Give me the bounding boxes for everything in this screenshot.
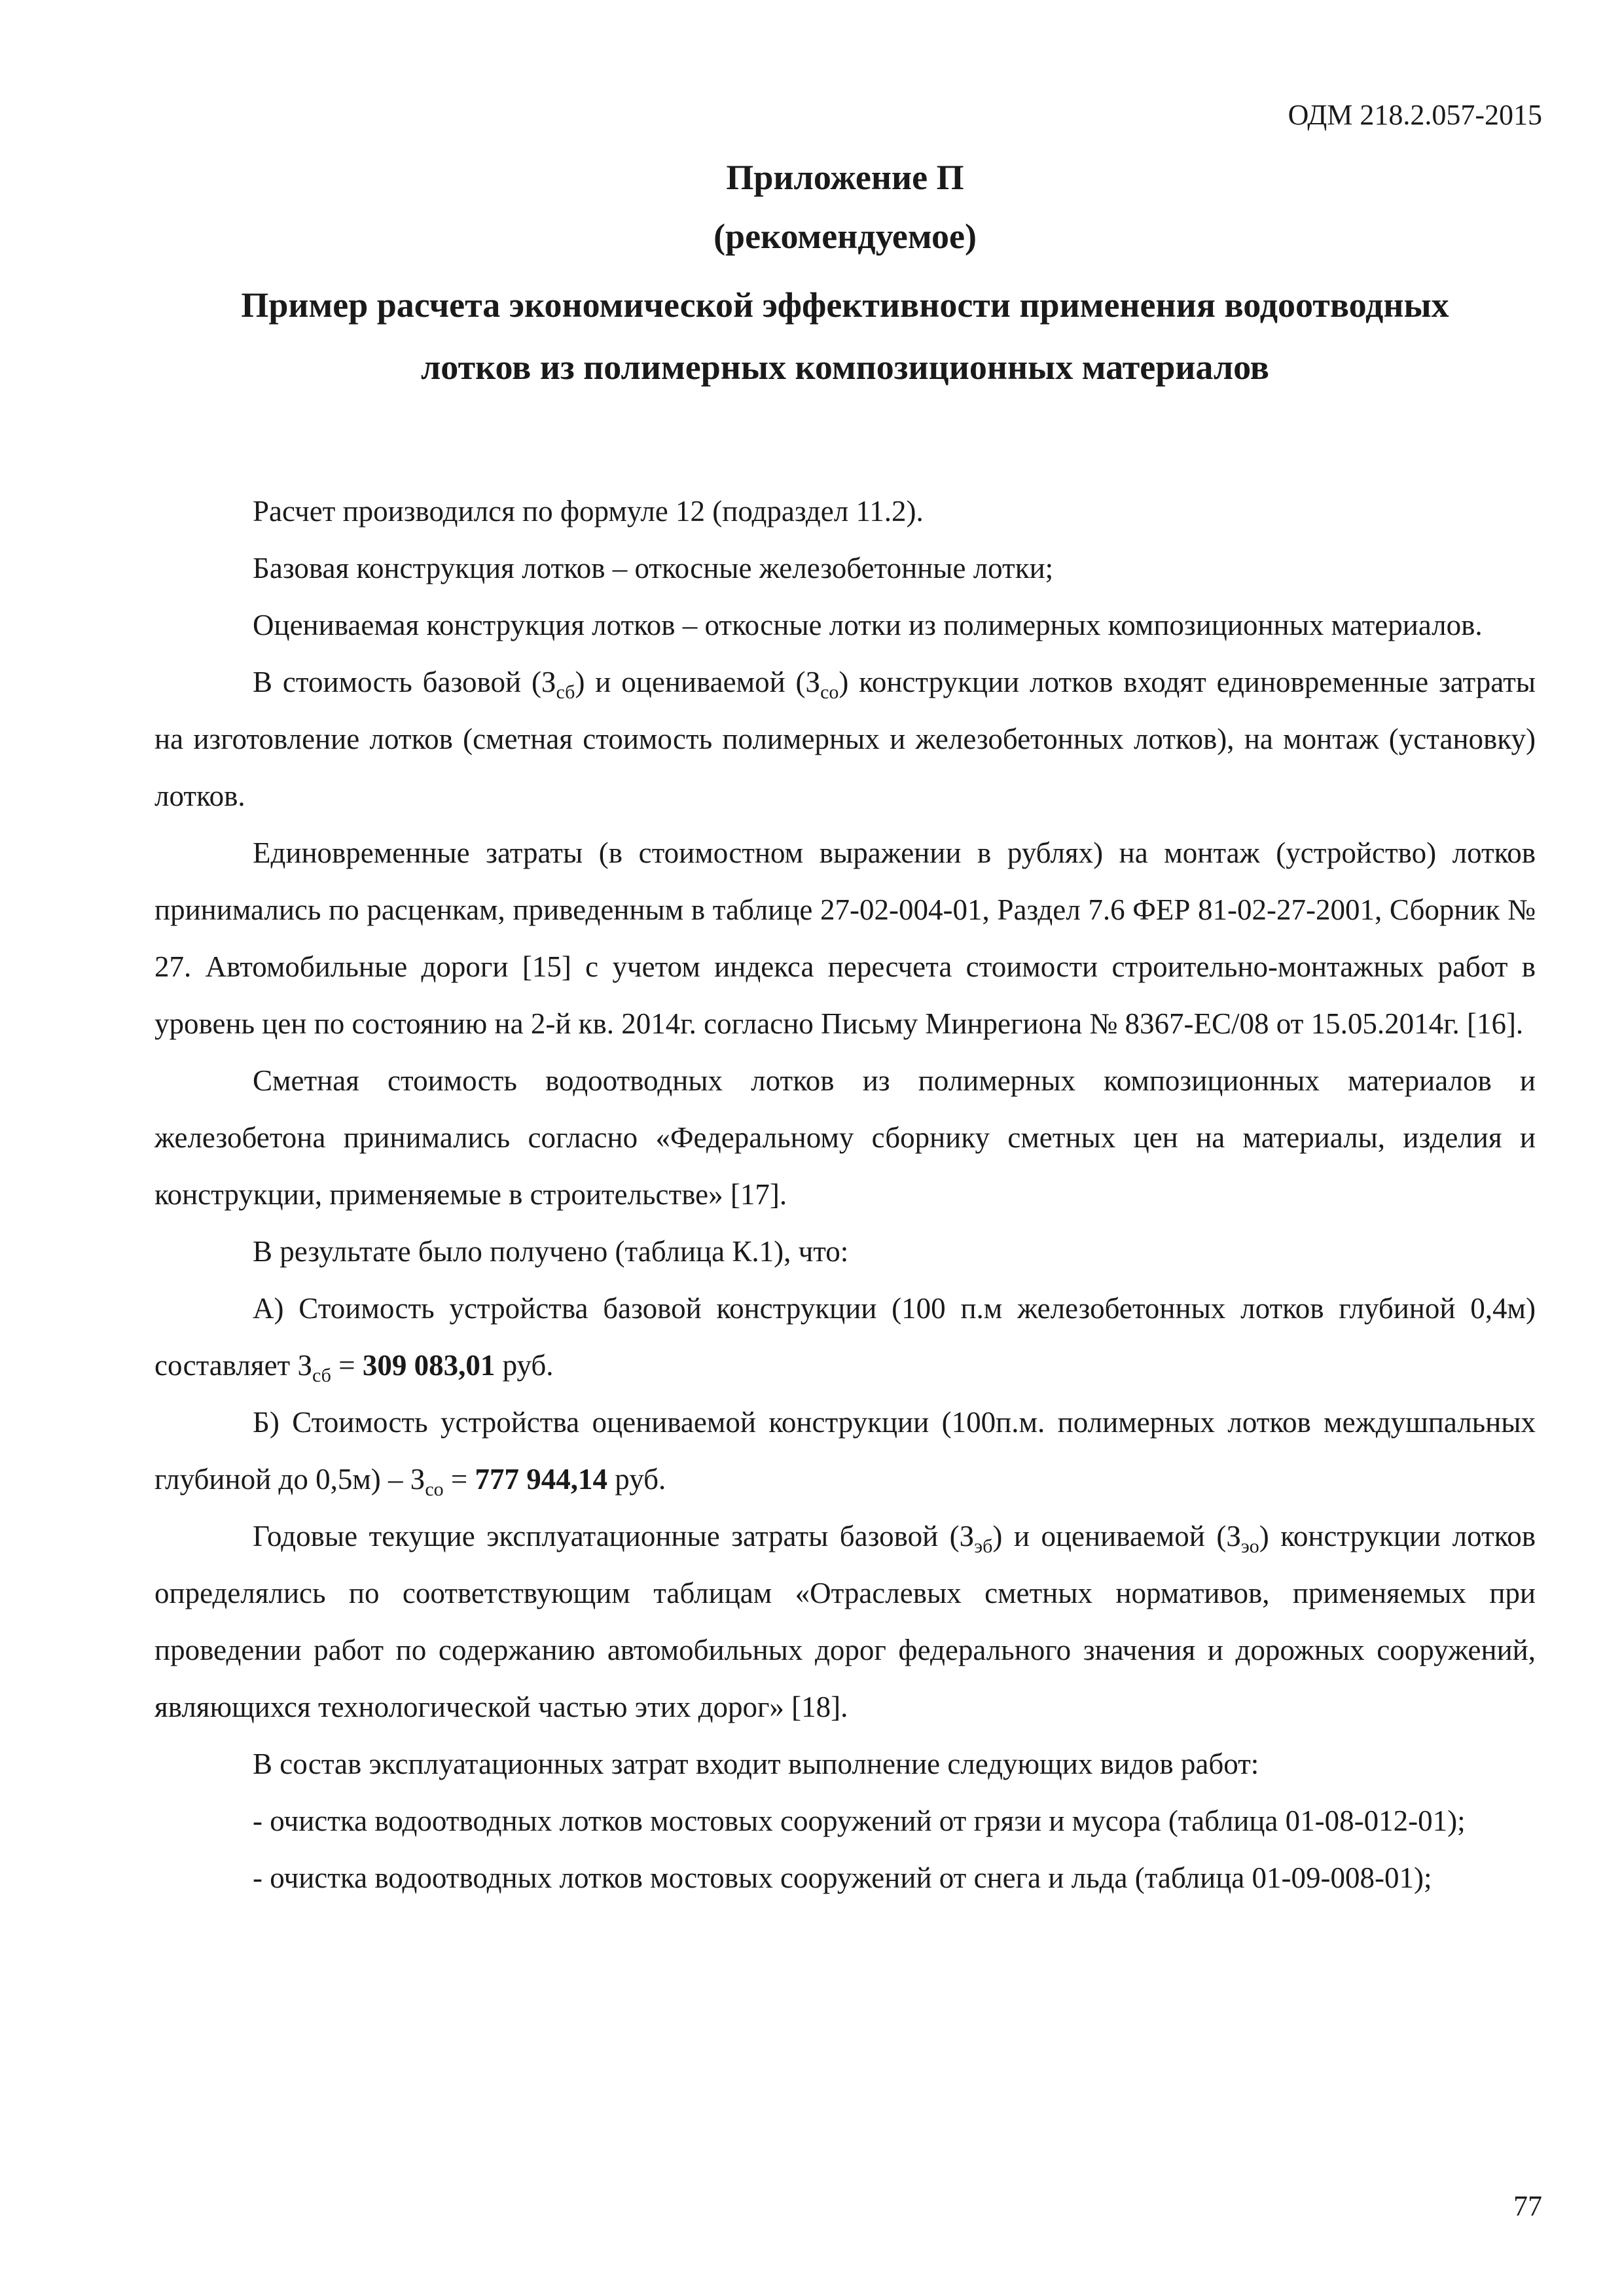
page-number: 77 (1513, 2190, 1542, 2222)
appendix-heading-line-2: лотков из полимерных композиционных материалов (421, 348, 1269, 387)
paragraph-result-intro: В результате было получено (таблица К.1), что: (253, 1235, 849, 1268)
document-code: ОДМ 218.2.057-2015 (1288, 99, 1542, 131)
paragraph-evaluated-design: Оцениваемая конструкция лотков – откосные лотки из полимерных композиционных материалов. (253, 609, 1483, 641)
paragraph-cost-composition: В стоимость базовой $(З_{сб})$ и оцениваемой $(З_{со})$ конструкции лотков входят единовременные затраты на изготовление лотков (сметная стоимость полимерных и железобетонных лотков), на монтаж (установку) лотков. (154, 666, 1536, 812)
cost-evaluated-value: 777 944,14 (475, 1463, 608, 1496)
cost-base-value: 309 083,01 (362, 1349, 496, 1382)
appendix-heading-line-1: Пример расчета экономической эффективности применения водоотводных (241, 285, 1449, 325)
paragraph-works-list-intro: В состав эксплуатационных затрат входит выполнение следующих видов работ: (253, 1748, 1259, 1780)
subscript: сб (312, 1365, 331, 1386)
body-text (154, 483, 1536, 1907)
paragraph-result-a: А) Стоимость устройства базовой конструкции (100 п.м железобетонных лотков глубиной 0,4м) составляет $З_{сб} = 309$ 083,01 руб. (154, 1292, 1536, 1386)
appendix-title: Приложение П (726, 158, 964, 197)
paragraph-installation-costs: Единовременные затраты (в стоимостном выражении в рублях) на монтаж (устройство) лотков принимались по расценкам, приведенным в таблице 27-02-004-01, Раздел 7.6 ФЕР 81-02-27-2001, Сборник № 27. Автомобильные дороги [15] с учетом индекса пересчета стоимости строительно-монтажных работ в уровень цен по состоянию на 2-й кв. 2014г. согласно Письму Минрегиона № 8367-ЕС/08 от 15.05.2014г. [16]. (154, 836, 1536, 1040)
paragraph-estimated-cost: Сметная стоимость водоотводных лотков из полимерных композиционных материалов и железобетона принимались согласно «Федеральному сборнику сметных цен на материалы, изделия и конструкции, применяемые в строительстве» [17]. (154, 1064, 1536, 1211)
appendix-status: (рекомендуемое) (713, 217, 977, 256)
subscript: эб (974, 1535, 993, 1557)
subscript: сб (556, 681, 575, 703)
paragraph-operating-costs: Годовые текущие эксплуатационные затраты базовой $(З_{эб})$ и оцениваемой $(З_{эо})$ конструкции лотков определялись по соответствующим таблицам «Отраслевых сметных нормативов, применяемых при проведении работ по содержанию автомобильных дорог федерального значения и дорожных сооружений, являющихся технологической частью этих дорог» [18]. (154, 1520, 1536, 1723)
list-item-snow-cleaning: - очистка водоотводных лотков мостовых сооружений от снега и льда (таблица 01-09-008-01); (253, 1861, 1432, 1894)
subscript: эо (1240, 1535, 1259, 1557)
paragraph-formula: Расчет производился по формуле 12 (подраздел 11.2). (253, 495, 924, 528)
subscript: со (820, 681, 839, 703)
list-item-dirt-cleaning: - очистка водоотводных лотков мостовых сооружений от грязи и мусора (таблица 01-08-012-01); (253, 1804, 1466, 1837)
subscript: со (425, 1479, 444, 1500)
paragraph-base-design: Базовая конструкция лотков – откосные железобетонные лотки; (253, 552, 1054, 584)
paragraph-result-b: Б) Стоимость устройства оцениваемой конструкции (100п.м. полимерных лотков междушпальных глубиной до $0,5м) - З_{со} = 777$ 944,14 руб. (154, 1406, 1536, 1500)
